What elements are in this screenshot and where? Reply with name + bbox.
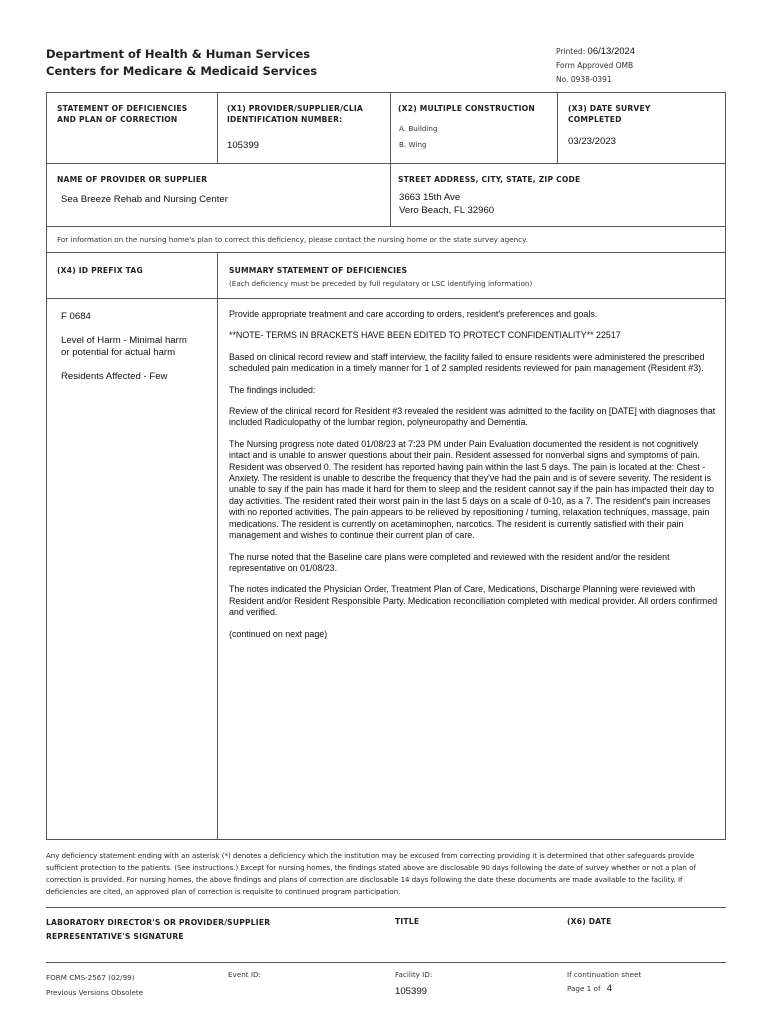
- printed-date: 06/13/2024: [587, 46, 636, 57]
- continued-note: (continued on next page): [229, 628, 328, 639]
- page-info: [567, 968, 641, 996]
- address-label: STREET ADDRESS, CITY, STATE, ZIP CODE: [398, 175, 581, 184]
- col-subheader-summary: (Each deficiency must be preceded by full regulatory or LSC identifying information): [229, 279, 533, 288]
- signature-label: LABORATORY DIRECTOR'S OR PROVIDER/SUPPLIER REPRESENTATIVE'S SIGNATURE: [46, 918, 271, 941]
- obsolete-note: Previous Versions Obsolete: [46, 988, 144, 997]
- disclosure-footnote: Any deficiency statement ending with an asterisk (*) denotes a deficiency which the institution may be excused from correcting providing it is determined that other safeguards provide sufficient protection to the patients. (See instructions.) Except for nursing homes, the findings stated above are disclosable 90 days following the date of survey whether or not a plan of correction is provided. For nursing homes, the above findings and plans of correction are disclosable 14 days following the date these documents are made available to the facility. If deficiencies are cited, an approved plan of correction is requisite to continued program participation.: [46, 852, 696, 896]
- facility-id: 105399: [395, 986, 428, 997]
- continuation-label: If continuation sheet: [567, 970, 642, 979]
- page-total: 4: [606, 983, 613, 994]
- form-approved: Form Approved OMB: [556, 61, 634, 70]
- form-number: FORM CMS-2567 (02/99): [46, 973, 135, 982]
- print-info: [556, 45, 635, 87]
- residents-affected: Residents Affected - Few: [61, 371, 168, 382]
- summary-statement: [229, 309, 719, 650]
- deficiency-table: [46, 252, 726, 840]
- deficiency-tag: F 0684: [61, 311, 91, 322]
- x2-wing: B. Wing: [399, 140, 427, 149]
- x3-label: (X3) DATE SURVEY COMPLETED: [568, 104, 651, 124]
- omb-number: No. 0938-0391: [556, 75, 612, 84]
- date-label: (X6) DATE: [567, 917, 612, 926]
- x2-building: A. Building: [399, 124, 438, 133]
- summary-paragraph: The notes indicated the Physician Order, Treatment Plan of Care, Medications, Discharge Planning were reviewed with Resident and/or Resident Responsible Party. Medication reconciliation completed with medical provider. All orders confirmed and verified.: [229, 584, 718, 618]
- address-line-2: Vero Beach, FL 32960: [399, 205, 495, 216]
- summary-paragraph: Review of the clinical record for Resident #3 revealed the resident was admitted to the facility on [DATE] with diagnoses that included Radiculopathy of the lumbar region, polyneuropathy and Dementia.: [229, 406, 716, 428]
- address-line-1: 3663 15th Ave: [399, 192, 461, 203]
- page-label: Page 1 of: [567, 984, 601, 993]
- agency-header: [46, 46, 317, 80]
- statement-label: STATEMENT OF DEFICIENCIES AND PLAN OF CORRECTION: [57, 104, 188, 124]
- summary-paragraph: Provide appropriate treatment and care according to orders, resident's preferences and goals.: [229, 309, 598, 319]
- identification-block: [46, 92, 726, 253]
- printed-label: Printed:: [556, 47, 586, 56]
- summary-paragraph: The findings included:: [229, 384, 316, 395]
- x1-label: (X1) PROVIDER/SUPPLIER/CLIA IDENTIFICATION NUMBER:: [227, 104, 363, 124]
- survey-date: 03/23/2023: [568, 136, 617, 147]
- info-line: For information on the nursing home's plan to correct this deficiency, please contact the nursing home or the state survey agency.: [57, 235, 528, 244]
- clia-number: 105399: [227, 140, 260, 151]
- event-id-label: Event ID:: [228, 970, 261, 979]
- provider-label: NAME OF PROVIDER OR SUPPLIER: [57, 175, 208, 184]
- col-header-summary: SUMMARY STATEMENT OF DEFICIENCIES: [229, 266, 408, 275]
- dept-line-2: Centers for Medicare & Medicaid Services: [46, 64, 318, 78]
- form-identifier: [46, 970, 143, 1000]
- summary-paragraph: The Nursing progress note dated 01/08/23 at 7:23 PM under Pain Evaluation documented the resident is not cognitively intact and is unable to answer questions about their pain. Resident assessed for nonverbal signs and symptoms of pain. Resident was observed 0. The resident has reported having pain within the last 5 days. The pain is located at the: Chest - Anxiety. The resident is unable to describe the frequency that they've had the pain and is of severe severity. The resident is unable to say if the pain has made it hard for them to sleep and the resident cannot say if the pain has impacted their day to day activities. The resident rated their worst pain in the last 5 days on a scale of 0-10, as a 7. The resident's pain increases with no reported activities. The pain appears to be relieved by repositioning / turning, relaxation techniques, massage, pain medications. The resident is currently on acetaminophen, narcotics. The resident is currently satisfied with their pain management and wishes to continue their current plan of care.: [229, 438, 714, 541]
- dept-line-1: Department of Health & Human Services: [46, 47, 311, 61]
- summary-paragraph: The nurse noted that the Baseline care plans were completed and reviewed with the resident and/or the resident representative on 01/08/23.: [229, 551, 670, 573]
- level-of-harm: Level of Harm - Minimal harm or potential for actual harm: [61, 335, 187, 358]
- address: [399, 191, 494, 217]
- summary-paragraph: **NOTE- TERMS IN BRACKETS HAVE BEEN EDITED TO PROTECT CONFIDENTIALITY** 22517: [229, 330, 621, 341]
- title-label: TITLE: [395, 917, 420, 926]
- x2-label: (X2) MULTIPLE CONSTRUCTION: [398, 104, 535, 113]
- facility-id-label: Facility ID:: [395, 970, 433, 979]
- summary-paragraph: Based on clinical record review and staff interview, the facility failed to ensure residents were administered the prescribed scheduled pain medication in a timely manner for 1 of 2 sampled residents reviewed for pain management (Resident #3).: [229, 351, 705, 374]
- col-header-id-prefix: (X4) ID PREFIX TAG: [57, 266, 143, 275]
- provider-name: Sea Breeze Rehab and Nursing Center: [61, 194, 228, 205]
